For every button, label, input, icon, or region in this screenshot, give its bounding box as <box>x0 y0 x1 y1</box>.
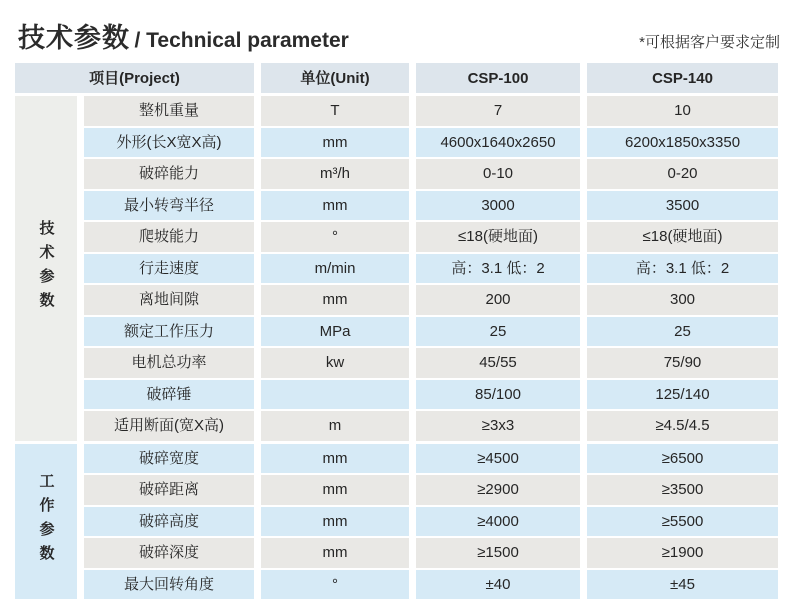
unit-cell: mm <box>261 191 409 221</box>
csp140-value-cell: ≤18(硬地面) <box>587 222 778 252</box>
csp100-value-cell: 0-10 <box>416 159 580 189</box>
csp140-value-cell: ≥1900 <box>587 538 778 568</box>
unit-cell: mm <box>261 475 409 505</box>
group-label-text: 工作参数 <box>37 473 55 570</box>
unit-cell: mm <box>261 444 409 474</box>
csp100-value-cell: 45/55 <box>416 348 580 378</box>
csp140-value-cell: 300 <box>587 285 778 315</box>
csp100-value-cell: ≥3x3 <box>416 411 580 441</box>
csp100-value-cell: ≥4500 <box>416 444 580 474</box>
header-unit: 单位(Unit) <box>261 63 409 93</box>
csp100-value-cell: ≥2900 <box>416 475 580 505</box>
page-title-zh: 技术参数 <box>18 23 130 53</box>
csp100-value-cell: 4600x1640x2650 <box>416 128 580 158</box>
unit-cell: ° <box>261 570 409 600</box>
unit-cell: mm <box>261 285 409 315</box>
csp140-value-cell: 75/90 <box>587 348 778 378</box>
unit-cell: kw <box>261 348 409 378</box>
csp100-value-cell: 7 <box>416 96 580 126</box>
csp140-value-cell: ≥5500 <box>587 507 778 537</box>
param-name-cell: 外形(长X宽X高) <box>84 128 254 158</box>
csp140-value-cell: ≥3500 <box>587 475 778 505</box>
param-name-cell: 破碎高度 <box>84 507 254 537</box>
header-csp100: CSP-100 <box>416 63 580 93</box>
param-name-cell: 适用断面(宽X高) <box>84 411 254 441</box>
unit-cell: mm <box>261 128 409 158</box>
csp100-value-cell: 3000 <box>416 191 580 221</box>
csp100-value-cell: ≥1500 <box>416 538 580 568</box>
csp100-value-cell: 85/100 <box>416 380 580 410</box>
param-name-cell: 整机重量 <box>84 96 254 126</box>
title-row <box>18 16 780 55</box>
page-title <box>18 16 349 55</box>
csp140-value-cell: ≥6500 <box>587 444 778 474</box>
unit-cell: m/min <box>261 254 409 284</box>
csp140-value-cell: 0-20 <box>587 159 778 189</box>
csp140-value-cell: 高：3.1 低：2 <box>587 254 778 284</box>
csp100-value-cell: ±40 <box>416 570 580 600</box>
unit-cell: T <box>261 96 409 126</box>
param-name-cell: 电机总功率 <box>84 348 254 378</box>
csp100-value-cell: 200 <box>416 285 580 315</box>
param-name-cell: 最大回转角度 <box>84 570 254 600</box>
csp140-value-cell: 6200x1850x3350 <box>587 128 778 158</box>
unit-cell: mm <box>261 507 409 537</box>
param-name-cell: 最小转弯半径 <box>84 191 254 221</box>
param-name-cell: 破碎宽度 <box>84 444 254 474</box>
csp140-value-cell: ≥4.5/4.5 <box>587 411 778 441</box>
customization-note: *可根据客户要求定制 <box>639 34 780 51</box>
param-name-cell: 额定工作压力 <box>84 317 254 347</box>
header-project: 项目(Project) <box>15 63 254 93</box>
unit-cell <box>261 380 409 410</box>
csp140-value-cell: 125/140 <box>587 380 778 410</box>
param-name-cell: 破碎深度 <box>84 538 254 568</box>
group-label-working-params <box>15 444 77 600</box>
group-label-text: 技术参数 <box>37 220 55 317</box>
group-label-technical-params <box>15 96 77 441</box>
param-name-cell: 破碎能力 <box>84 159 254 189</box>
param-name-cell: 行走速度 <box>84 254 254 284</box>
param-name-cell: 破碎锤 <box>84 380 254 410</box>
table-header-row <box>15 63 778 93</box>
csp140-value-cell: 10 <box>587 96 778 126</box>
csp140-value-cell: ±45 <box>587 570 778 600</box>
csp140-value-cell: 3500 <box>587 191 778 221</box>
csp100-value-cell: 高：3.1 低：2 <box>416 254 580 284</box>
unit-cell: mm <box>261 538 409 568</box>
unit-cell: ° <box>261 222 409 252</box>
spec-table <box>15 63 778 599</box>
page-title-en: / Technical parameter <box>134 29 349 52</box>
param-name-cell: 爬坡能力 <box>84 222 254 252</box>
param-name-cell: 离地间隙 <box>84 285 254 315</box>
unit-cell: m³/h <box>261 159 409 189</box>
csp100-value-cell: 25 <box>416 317 580 347</box>
csp140-value-cell: 25 <box>587 317 778 347</box>
csp100-value-cell: ≥4000 <box>416 507 580 537</box>
unit-cell: m <box>261 411 409 441</box>
header-csp140: CSP-140 <box>587 63 778 93</box>
working-params-section <box>15 444 778 600</box>
csp100-value-cell: ≤18(硬地面) <box>416 222 580 252</box>
technical-params-section <box>15 96 778 441</box>
unit-cell: MPa <box>261 317 409 347</box>
param-name-cell: 破碎距离 <box>84 475 254 505</box>
